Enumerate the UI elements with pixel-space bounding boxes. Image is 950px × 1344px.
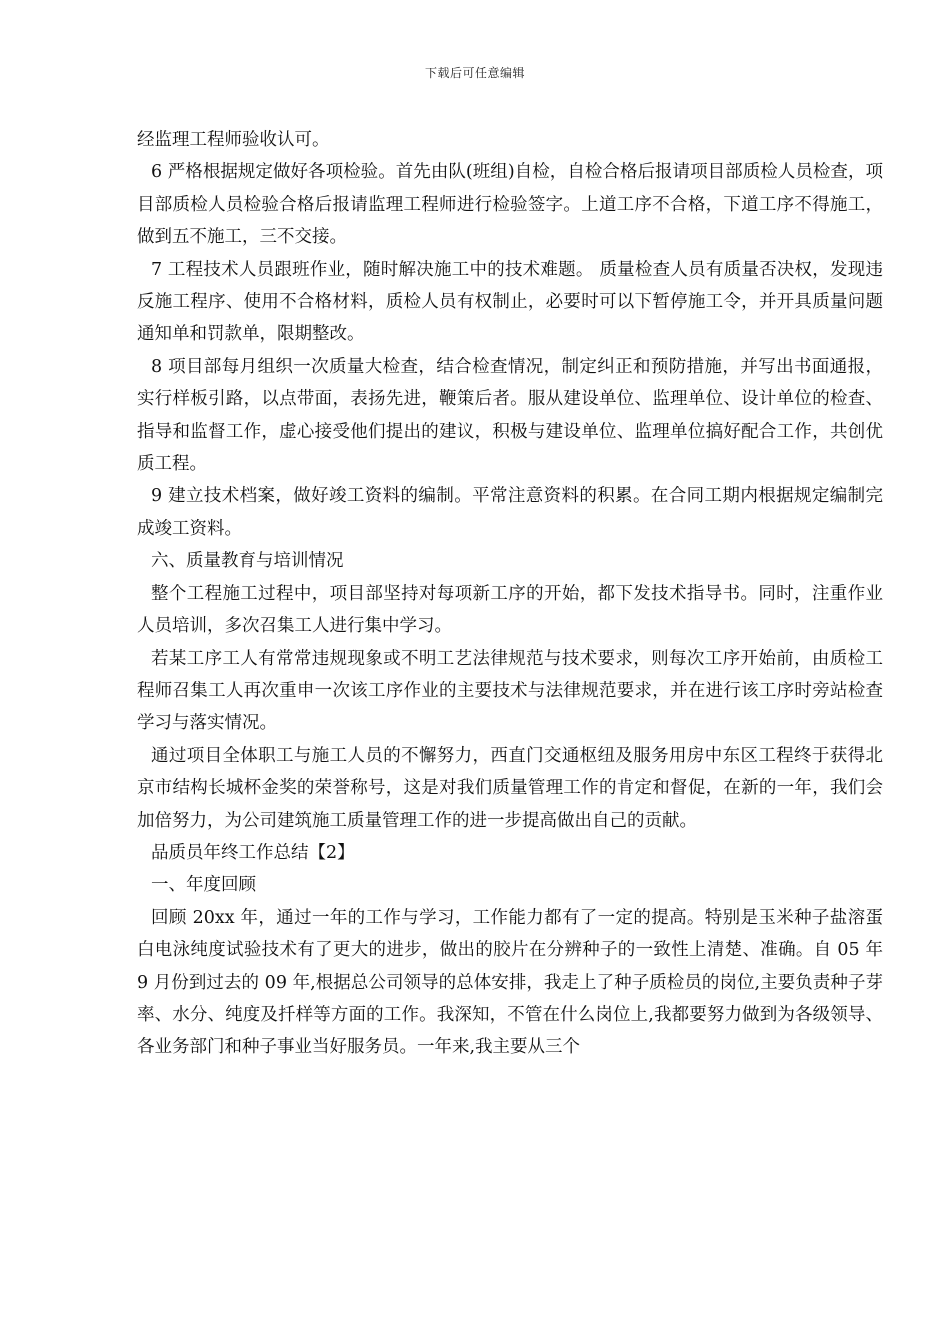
section-heading: 一、年度回顾 (151, 875, 256, 896)
paragraph: 通过项目全体职工与施工人员的不懈努力，西直门交通枢纽及服务用房中东区工程终于获得北京市结构长城杯金奖的荣誉称号，这是对我们质量管理工作的肯定和督促，在新的一年，我们会加倍努力，为公司建筑施工质量管理工作的进一步提高做出自己的贡献。 (137, 745, 883, 831)
document-title: 品质员年终工作总结【2】 (151, 842, 355, 863)
paragraph: 8 项目部每月组织一次质量大检查，结合检查情况，制定纠正和预防措施，并写出书面通报，实行样板引路，以点带面，表扬先进，鞭策后者。服从建设单位、监理单位、设计单位的检查、指导和监督工作，虚心接受他们提出的建议，积极与建设单位、监理单位搞好配合工作，共创优质工程。 (137, 356, 883, 475)
paragraph: 若某工序工人有常常违规现象或不明工艺法律规范与技术要求，则每次工序开始前，由质检工程师召集工人再次重申一次该工序作业的主要技术与法律规范要求，并在进行该工序时旁站检查学习与落实情况。 (137, 648, 883, 734)
paragraph: 整个工程施工过程中，项目部坚持对每项新工序的开始，都下发技术指导书。同时，注重作业人员培训，多次召集工人进行集中学习。 (137, 583, 883, 637)
paragraph: 7 工程技术人员跟班作业，随时解决施工中的技术难题。 质量检查人员有质量否决权，发现违反施工程序、使用不合格材料，质检人员有权制止，必要时可以下暂停施工令，并开具质量问题通知单和罚款单，限期整改。 (137, 259, 883, 345)
paragraph: 回顾 20xx 年，通过一年的工作与学习，工作能力都有了一定的提高。特别是玉米种子盐溶蛋白电泳纯度试验技术有了更大的进步，做出的胶片在分辨种子的一致性上清楚、准确。自 05 年 9 月份到过去的 09 年,根据总公司领导的总体安排，我走上了种子质检员的岗位,主要负责种子芽率、水分、纯度及扦样等方面的工作。我深知，不管在什么岗位上,我都要努力做到为各级领导、各业务部门和种子事业当好服务员。一年来,我主要从三个 (137, 907, 883, 1058)
paragraph: 6 严格根据规定做好各项检验。首先由队(班组)自检，自检合格后报请项目部质检人员检查，项目部质检人员检验合格后报请监理工程师进行检验签字。上道工序不合格，下道工序不得施工，做到五不施工，三不交接。 (137, 162, 883, 248)
document-body (137, 124, 883, 1064)
page-header: 下载后可任意编辑 (424, 66, 525, 80)
paragraph: 经监理工程师验收认可。 (137, 130, 330, 150)
paragraph: 9 建立技术档案，做好竣工资料的编制。平常注意资料的积累。在合同工期内根据规定编制完成竣工资料。 (137, 486, 883, 539)
section-heading: 六、质量教育与培训情况 (151, 551, 344, 572)
